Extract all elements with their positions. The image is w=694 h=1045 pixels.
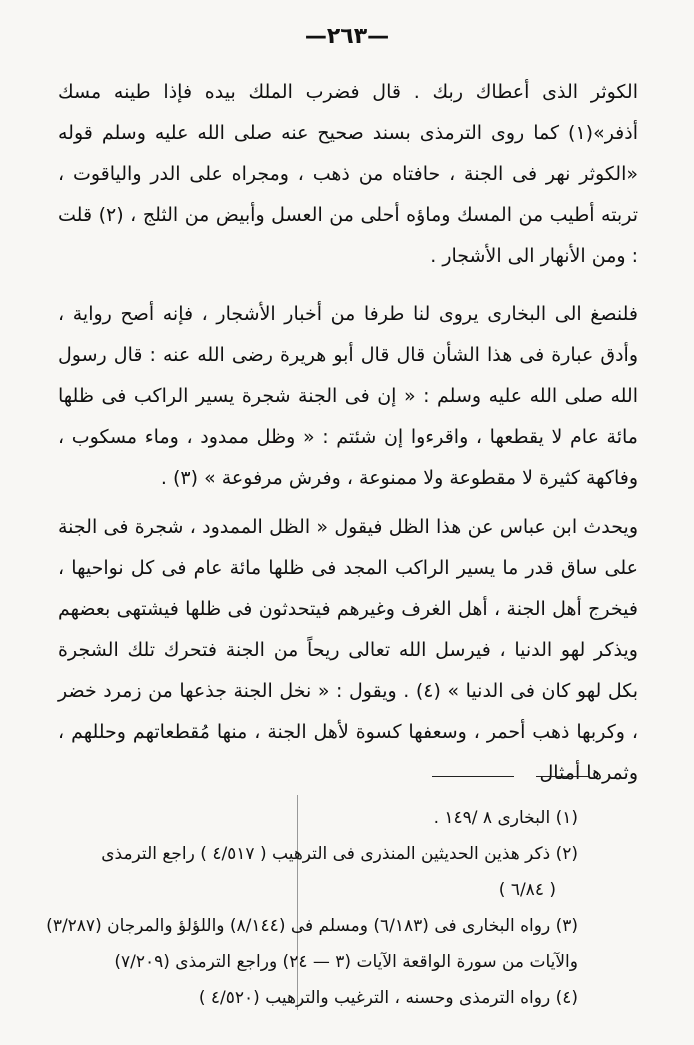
page-number: —٢٦٣— — [304, 24, 390, 49]
footnote-separator — [432, 776, 514, 777]
footnote-3-continued: والآيات من سورة الواقعة الآيات (٣ — ٢٤) وراجع الترمذى (٧/٢٠٩) — [114, 952, 578, 972]
footnote-2: (٢) ذكر هذين الحديثين المنذرى فى الترهيب ( ٤/٥١٧ ) راجع الترمذى — [101, 844, 578, 864]
footnote-2-continued: ( ٦/٨٤ ) — [498, 880, 556, 900]
paragraph-ibn-abbas-shade: ويحدث ابن عباس عن هذا الظل فيقول « الظل الممدود ، شجرة فى الجنة على ساق قدر ما يسير الراكب المجد فى ظلها مائة عام فى كل نواحيها ، فيخرج أهل الجنة ، أهل الغرف وغيرهم فيتحدثون فى ظلها فيشتهى بعضهم ويذكر لهو الدنيا ، فيرسل الله تعالى ريحاً من الجنة فتحرك تلك الشجرة بكل لهو كان فى الدنيا » (٤) . ويقول : « نخل الجنة جذعها من زمرد خضر ، وكربها ذهب أحمر ، وسعفها كسوة لأهل الجنة ، منها مُقطعاتهم وحللهم ، وثمرها أمثال — [58, 516, 638, 784]
footnote-separator-short — [536, 776, 590, 777]
footnote-4: (٤) رواه الترمذى وحسنه ، الترغيب والترهيب (٤/٥٢٠ ) — [198, 988, 578, 1008]
footnote-1: (١) البخارى ٨ /١٤٩ . — [433, 808, 578, 828]
paragraph-bukhari-trees: فلنصغ الى البخارى يروى لنا طرفا من أخبار الأشجار ، فإنه أصح رواية ، وأدق عبارة فى هذا الشأن قال قال أبو هريرة رضى الله عنه : قال رسول الله صلى الله عليه وسلم : « إن فى الجنة شجرة يسير الراكب فى ظلها مائة عام لا يقطعها ، واقرءوا إن شئتم : « وظل ممدود ، وماء مسكوب ، وفاكهة كثيرة لا مقطوعة ولا ممنوعة ، وفرش مرفوعة » (٣) . — [58, 303, 638, 489]
footnote-3: (٣) رواه البخارى فى (٦/١٨٣) ومسلم فى (٨/١٤٤) واللؤلؤ والمرجان (٣/٢٨٧) — [46, 916, 578, 936]
footnotes — [46, 800, 578, 1016]
paragraph-kawthar: الكوثر الذى أعطاك ربك . قال فضرب الملك بيده فإذا طينه مسك أذفر»(١) كما روى الترمذى بسند صحيح عنه صلى الله عليه وسلم قوله «الكوثر نهر فى الجنة ، حافتاه من ذهب ، ومجراه على الدر والياقوت ، تربته أطيب من المسك وماؤه أحلى من العسل وأبيض من الثلج ، (٢) قلت : ومن الأنهار الى الأشجار . — [58, 81, 638, 267]
